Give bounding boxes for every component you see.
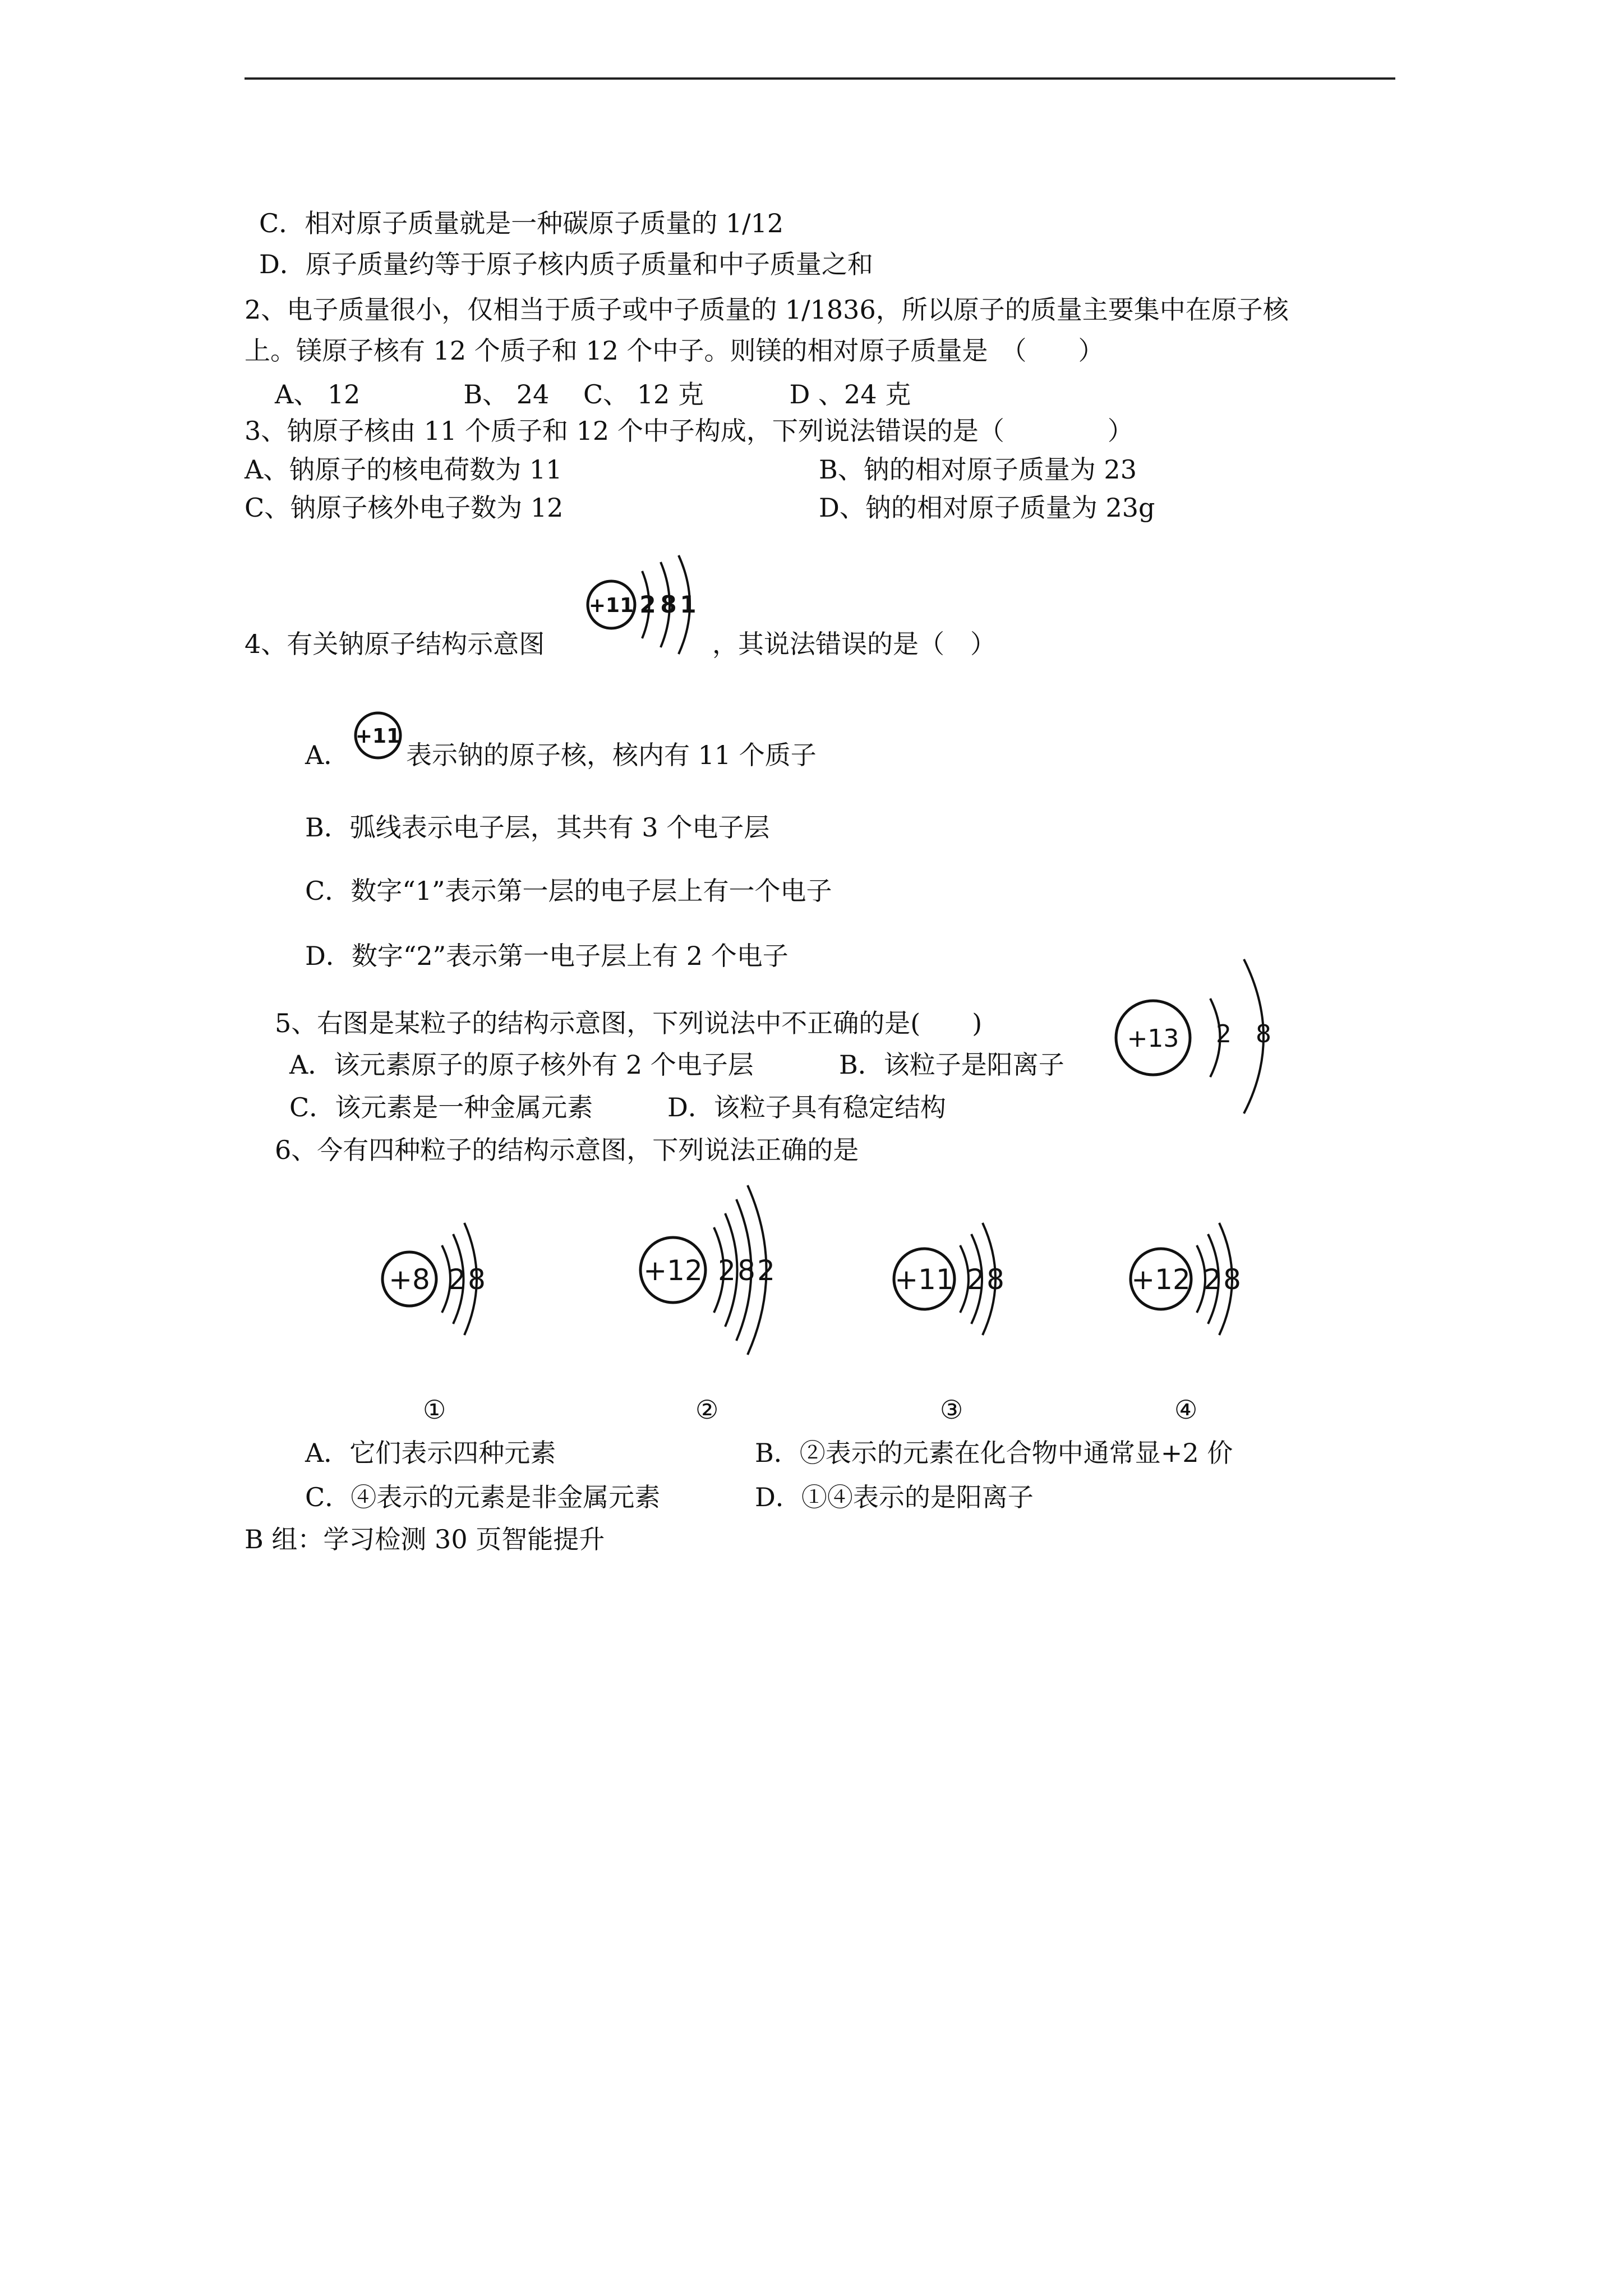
q5-option-c: C．该元素是一种金属元素 xyxy=(289,1092,593,1122)
q5-nucleus-label: +13 xyxy=(1127,1024,1179,1053)
q5-option-b: B．该粒子是阳离子 xyxy=(839,1050,1064,1080)
q4-sodium-atom-diagram xyxy=(572,555,712,656)
q3-option-d: D、钠的相对原子质量为 23g xyxy=(819,493,1155,523)
q6-diagram-2-label: ② xyxy=(695,1395,719,1425)
q4-option-a-prefix: A． xyxy=(305,740,350,770)
q5-shell-count-2: 8 xyxy=(1256,1020,1271,1048)
group-b-note: B 组：学习检测 30 页智能提升 xyxy=(245,1524,605,1554)
q6-diagram-1 xyxy=(370,1206,510,1352)
q5-option-d: D．该粒子具有稳定结构 xyxy=(667,1092,946,1122)
q4-option-d: D．数字“2”表示第一电子层上有 2 个电子 xyxy=(305,941,789,971)
q4-option-c: C．数字“1”表示第一层的电子层上有一个电子 xyxy=(305,876,832,906)
q4-shell-count-2: 8 xyxy=(660,591,677,618)
q6-option-d: D．①④表示的是阳离子 xyxy=(755,1482,1034,1512)
q6-d1-shell-count-1: 2 xyxy=(448,1263,466,1296)
q6-stem: 6、今有四种粒子的结构示意图，下列说法正确的是 xyxy=(275,1135,859,1165)
q4-nucleus-label: +11 xyxy=(588,594,634,617)
q4-stem-start: 4、有关钠原子结构示意图 xyxy=(245,629,545,659)
q4-option-a-nucleus-label: +11 xyxy=(355,725,401,748)
q2-stem-line2: 上。镁原子核有 12 个质子和 12 个中子。则镁的相对原子质量是 （ ） xyxy=(245,335,1104,366)
q5-stem: 5、右图是某粒子的结构示意图，下列说法中不正确的是( ) xyxy=(275,1008,983,1038)
q6-d4-nucleus-label: +12 xyxy=(1131,1263,1191,1296)
q4-stem-end: ，其说法错误的是（ ） xyxy=(712,629,996,659)
q5-aluminium-ion-diagram xyxy=(1109,954,1289,1116)
q5-shell-count-1: 2 xyxy=(1216,1020,1232,1048)
q3-option-b: B、钠的相对原子质量为 23 xyxy=(819,454,1137,485)
q3-stem: 3、钠原子核由 11 个质子和 12 个中子构成，下列说法错误的是（ ） xyxy=(245,416,1133,446)
q1-option-d: D．原子质量约等于原子核内质子质量和中子质量之和 xyxy=(259,249,873,279)
q4-option-a-nucleus-icon xyxy=(352,710,404,761)
q5-option-a: A．该元素原子的原子核外有 2 个电子层 xyxy=(289,1050,754,1080)
q6-d3-nucleus-label: +11 xyxy=(895,1263,954,1296)
header-rule xyxy=(245,77,1395,80)
q3-option-a: A、钠原子的核电荷数为 11 xyxy=(245,454,562,485)
q2-stem-line1: 2、电子质量很小，仅相当于质子或中子质量的 1/1836，所以原子的质量主要集中在原子核 xyxy=(245,295,1289,325)
q6-d4-shell-count-1: 2 xyxy=(1204,1263,1221,1296)
q6-option-a: A．它们表示四种元素 xyxy=(305,1438,556,1468)
q4-shell-count-1: 2 xyxy=(639,591,656,618)
q3-option-c: C、钠原子核外电子数为 12 xyxy=(245,493,564,523)
q6-d1-shell-count-2: 8 xyxy=(468,1263,486,1296)
q2-options: A、 12 B、 24 C、 12 克 D 、24 克 xyxy=(275,379,911,409)
q6-diagram-3-label: ③ xyxy=(940,1395,963,1425)
q6-d3-shell-count-2: 8 xyxy=(986,1263,1004,1296)
q6-diagram-4-label: ④ xyxy=(1174,1395,1198,1425)
q6-d3-shell-count-1: 2 xyxy=(967,1263,985,1296)
q6-diagram-3 xyxy=(880,1206,1043,1352)
q4-option-a-text: 表示钠的原子核，核内有 11 个质子 xyxy=(406,740,817,770)
q6-d2-shell-count-3: 2 xyxy=(757,1254,775,1287)
q6-diagram-4 xyxy=(1117,1206,1280,1352)
q6-option-b: B．②表示的元素在化合物中通常显+2 价 xyxy=(755,1438,1233,1468)
q6-d2-nucleus-label: +12 xyxy=(643,1254,703,1287)
q4-shell-count-3: 1 xyxy=(680,591,697,618)
q6-d2-shell-count-2: 8 xyxy=(737,1254,755,1287)
q6-d4-shell-count-2: 8 xyxy=(1223,1263,1241,1296)
q6-d2-shell-count-1: 2 xyxy=(718,1254,736,1287)
q6-diagram-1-label: ① xyxy=(423,1395,446,1425)
q4-option-b: B．弧线表示电子层，其共有 3 个电子层 xyxy=(305,812,770,843)
q1-option-c: C．相对原子质量就是一种碳原子质量的 1/12 xyxy=(259,208,784,238)
q6-d1-nucleus-label: +8 xyxy=(389,1263,430,1296)
q6-option-c: C．④表示的元素是非金属元素 xyxy=(305,1482,661,1512)
q6-diagram-2 xyxy=(627,1177,795,1379)
